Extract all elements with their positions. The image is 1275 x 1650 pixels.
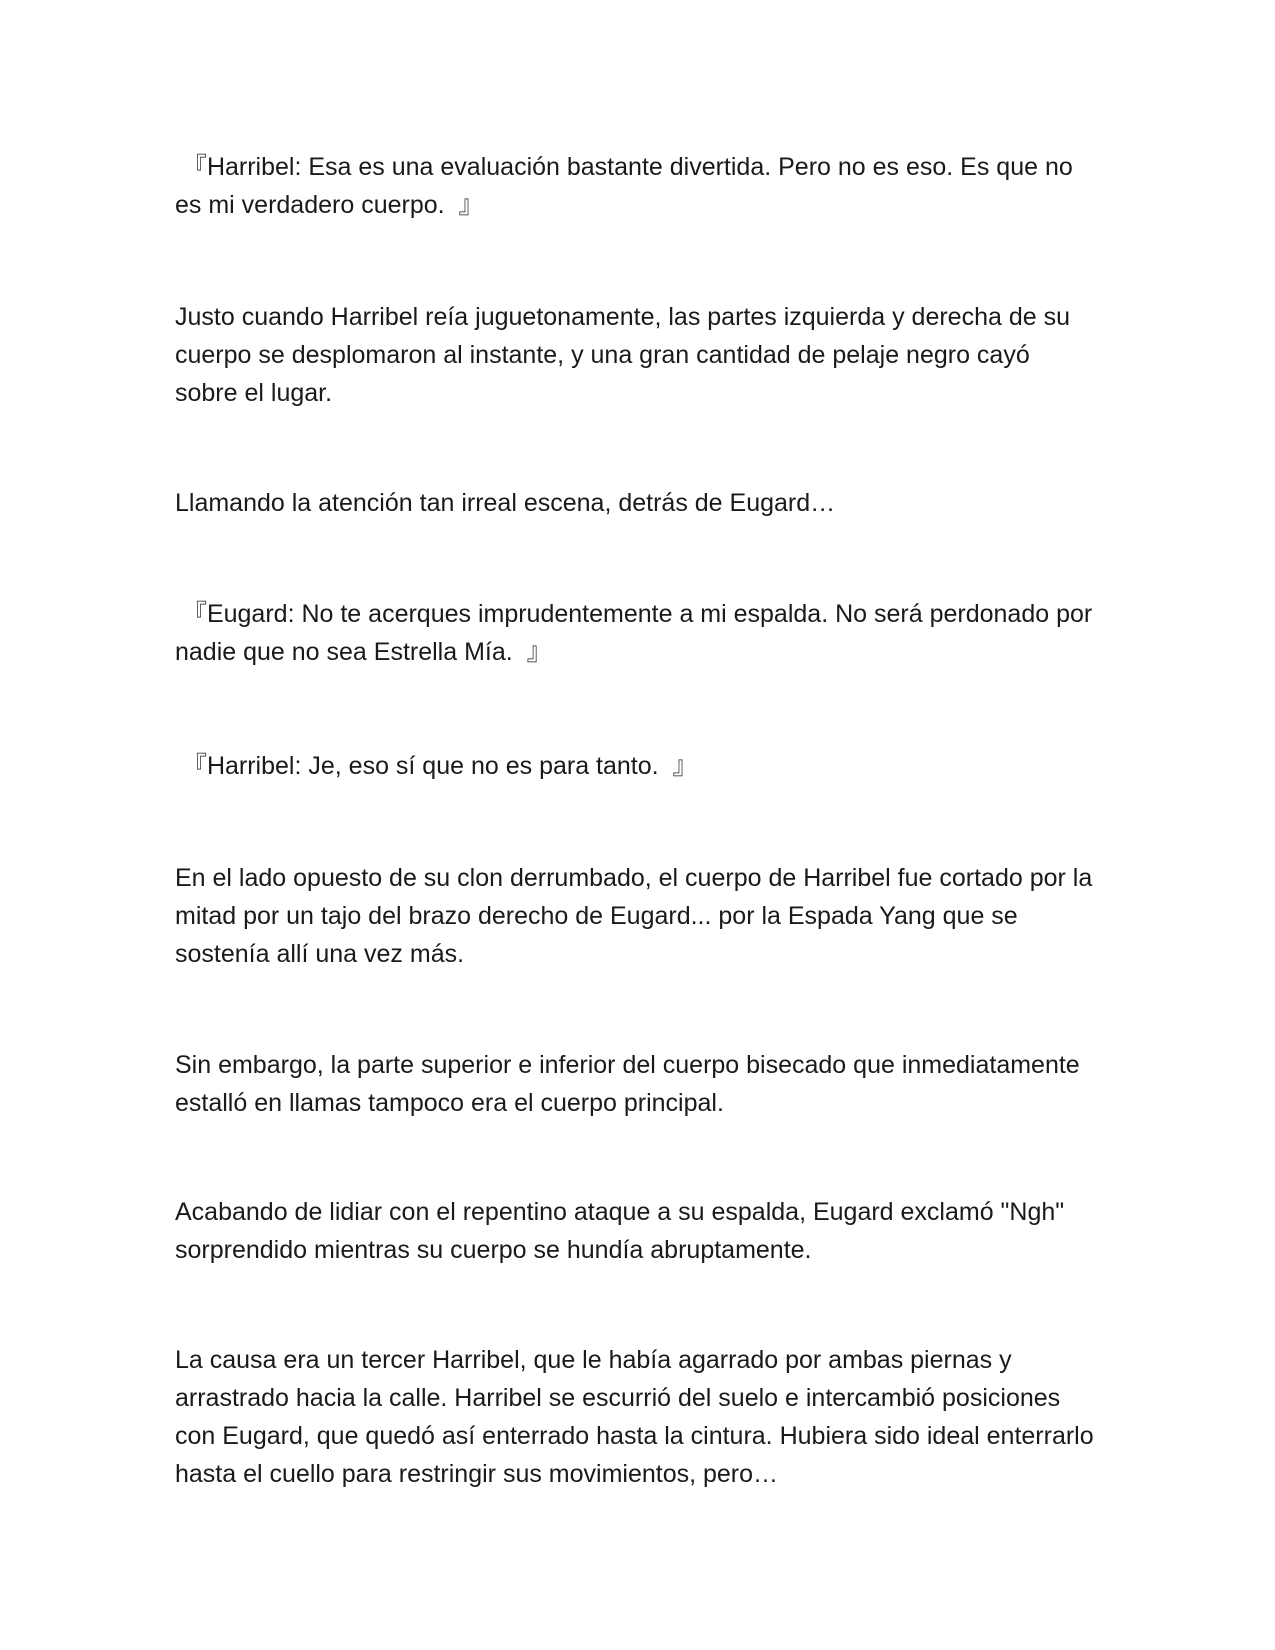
paragraph-harribel-dialogue-1: 『Harribel: Esa es una evaluación bastante divertida. Pero no es eso. Es que no es mi verdadero cuerpo. 』 bbox=[175, 153, 1080, 219]
paragraph-narration-3: En el lado opuesto de su clon derrumbado, el cuerpo de Harribel fue cortado por la mitad por un tajo del brazo derecho de Eugard... por la Espada Yang que se sostenía allí una vez más. bbox=[175, 864, 1100, 968]
paragraph-narration-4: Sin embargo, la parte superior e inferior del cuerpo bisecado que inmediatamente estalló en llamas tampoco era el cuerpo principal. bbox=[175, 1051, 1087, 1117]
paragraph-eugard-dialogue: 『Eugard: No te acerques imprudentemente a mi espalda. No será perdonado por nadie que no sea Estrella Mía. 』 bbox=[175, 600, 1100, 666]
paragraph-narration-1: Justo cuando Harribel reía juguetonamente, las partes izquierda y derecha de su cuerpo se desplomaron al instante, y una gran cantidad de pelaje negro cayó sobre el lugar. bbox=[175, 303, 1077, 407]
paragraph-narration-5: Acabando de lidiar con el repentino ataque a su espalda, Eugard exclamó "Ngh" sorprendido mientras su cuerpo se hundía abruptamente. bbox=[175, 1198, 1072, 1264]
paragraph-harribel-dialogue-2: 『Harribel: Je, eso sí que no es para tanto. 』 bbox=[175, 752, 698, 780]
paragraph-narration-2: Llamando la atención tan irreal escena, detrás de Eugard… bbox=[175, 489, 836, 517]
paragraph-narration-6: La causa era un tercer Harribel, que le había agarrado por ambas piernas y arrastrado hacia la calle. Harribel se escurrió del suelo e intercambió posiciones con Eugard, que quedó así enterrado hasta la cintura. Hubiera sido ideal enterrarlo hasta el cuello para restringir sus movimientos, pero… bbox=[175, 1346, 1101, 1488]
